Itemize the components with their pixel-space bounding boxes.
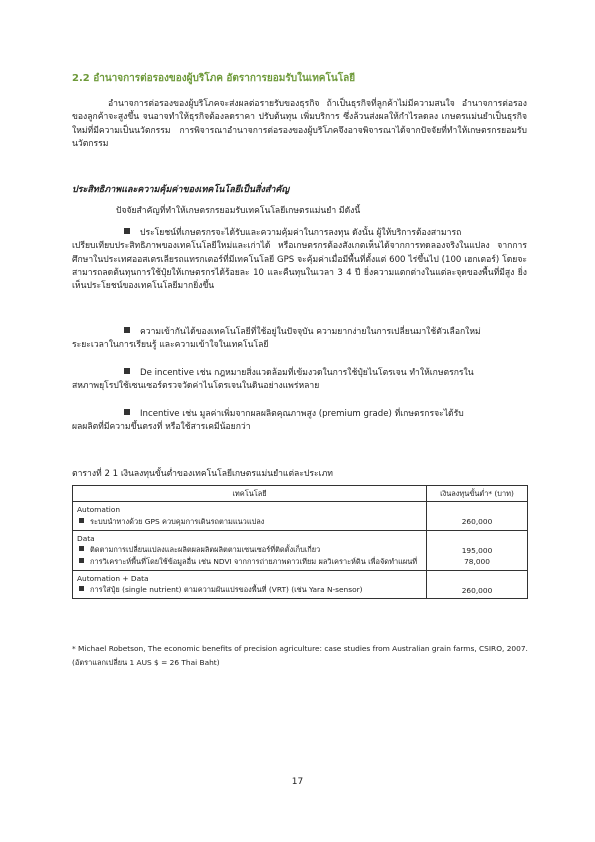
bullet-text-rest: สหภาพยุโรปใช้เซนเซอร์ตรวจวัดค่าไนโตรเจนในดินอย่างแพร่หลาย: [72, 381, 320, 392]
item-text: ติดตามการเปลี่ยนแปลงและผลิตผลผลิตผลิตตามเซนเซอร์ที่ติดตั้งเก็บเกี่ยว: [90, 545, 321, 555]
item-text: การใส่ปุ๋ย (single nutrient) ตามความผันแปรของพื้นที่ (VRT) (เช่น Yara N-sensor): [90, 585, 363, 595]
table-item: [77, 544, 422, 555]
table-caption: ตารางที่ 2 1 เงินลงทุนขั้นต่ำของเทคโนโลยีเกษตรแม่นยำแต่ละประเภท: [72, 469, 333, 479]
header-technology: เทคโนโลยี: [73, 486, 427, 502]
bullet-square-icon: [79, 546, 84, 551]
table-item: [77, 584, 422, 595]
footnote: * Michael Robetson, The economic benefits of precision agriculture: case studies from Australian grain farms, CSIRO, 2007. (อัตราแลกเปลี่ยน 1 AUS $ = 26 Thai Baht): [72, 644, 528, 668]
item-value: 195,000: [461, 545, 493, 555]
item-text: ระบบนำทางด้วย GPS ควบคุมการเดินรถตามแนวแปลง: [90, 516, 265, 526]
bullet-text-first: ประโยชน์ที่เกษตรกรจะได้รับและความคุ้มค่าในการลงทุน ดังนั้น ผู้ให้บริการต้องสามารถ: [140, 228, 462, 238]
item-text: การวิเคราะห์พื้นที่โดยใช้ข้อมูลอื่น เช่น NDVI จากการถ่ายภาพดาวเทียม ผลวิเคราะห์ดิน เพื่อจัดทำแผนที่: [90, 556, 418, 566]
bullet-text-rest: ผลผลิตที่มีความขึ้นตรงที่ หรือใช้สารเคมีน้อยกว่า: [72, 422, 251, 433]
bullet-item-4: [72, 408, 527, 435]
bullet-square-icon: [79, 586, 84, 591]
item-value: 260,000: [461, 517, 493, 527]
investment-table: [72, 485, 528, 599]
bullet-square-icon: [124, 327, 130, 333]
bullet-square-icon: [79, 518, 84, 523]
bullet-text-rest: ระยะเวลาในการเรียนรู้ และความเข้าใจในเทคโนโลยี: [72, 340, 269, 351]
section-title: 2.2 อำนาจการต่อรองของผู้บริโภค อัตราการยอมรับในเทคโนโลยี: [72, 73, 356, 84]
bullet-item-2: [72, 326, 527, 353]
bullet-text-first: Incentive เช่น มูลค่าเพิ่มจากผลผลิตคุณภาพสูง (premium grade) ที่เกษตรกรจะได้รับ: [140, 409, 464, 419]
bullet-text-first: De incentive เช่น กฎหมายสิ่งแวดล้อมที่เข้มงวดในการใช้ปุ๋ยไนโตรเจน ทำให้เกษตรกรใน: [140, 368, 474, 378]
item-value: 78,000: [464, 557, 490, 567]
header-min-investment: เงินลงทุนขั้นต่ำ* (บาท): [427, 486, 528, 502]
bullet-text-first: ความเข้ากันได้ของเทคโนโลยีที่ใช้อยู่ในปัจจุบัน ความยากง่ายในการเปลี่ยนมาใช้ตัวเลือกใหม่: [140, 327, 481, 337]
table-item: [77, 556, 422, 567]
bullet-text-rest: เปรียบเทียบประสิทธิภาพของเทคโนโลยีใหม่และเก่าได้ หรือเกษตรกรต้องสังเกตเห็นได้จากการทดลองจริงในแปลง จากการศึกษาในประเทศออสเตรเลียรถแทรกเตอร์ที่มีเทคโนโลยี GPS จะคุ้มค่าเมื่อมีพื้นที่ตั้งแต่ 600 ไร่ขึ้นไป (100 เฮกเตอร์) โดยจะสามารถลดต้นทุนการใช้ปุ๋ยให้เกษตรกรได้ร้อยละ 10 และคืนทุนในเวลา 3 4 ปี ยิ่งความแตกต่างในแต่ละจุดของพื้นที่มีสูง ยิ่งเห็นประโยชน์ของเทคโนโลยีมากยิ่งขึ้น: [72, 241, 527, 292]
bullet-item-3: [72, 367, 527, 394]
bullet-square-icon: [124, 228, 130, 234]
bullet-square-icon: [79, 558, 84, 563]
item-value: 260,000: [461, 585, 493, 595]
category-label: Automation + Data: [77, 573, 149, 583]
intro-line: ปัจจัยสำคัญที่ทำให้เกษตรกรยอมรับเทคโนโลยีเกษตรแม่นยำ มีดังนี้: [116, 206, 361, 216]
bullet-square-icon: [124, 368, 130, 374]
subheading: ประสิทธิภาพและความคุ้มค่าของเทคโนโลยีเป็นสิ่งสำคัญ: [72, 185, 290, 195]
table-row: [73, 570, 528, 598]
table-row: [73, 530, 528, 570]
table-item: [77, 516, 422, 527]
bullet-item-1: [72, 227, 527, 294]
page-number: 17: [291, 777, 304, 787]
table-header-row: [73, 486, 528, 502]
category-label: Automation: [77, 505, 121, 515]
bullet-square-icon: [124, 409, 130, 415]
category-label: Data: [77, 533, 95, 543]
table-row: [73, 502, 528, 530]
body-paragraph-1: อำนาจการต่อรองของผู้บริโภคจะส่งผลต่อรายรับของธุรกิจ ถ้าเป็นธุรกิจที่ลูกค้าไม่มีความสนใจ อำนาจการต่อรองของลูกค้าจะสูงขึ้น จนอาจทำให้ธุรกิจต้องลดราคา ปรับต้นทุน เพิ่มบริการ ซึ่งล้วนส่งผลให้กำไรลดลง เกษตรแม่นยำเป็นธุรกิจใหม่ที่มีความเป็นนวัตกรรม การพิจารณาอำนาจการต่อรองของผู้บริโภคจึงอาจพิจารณาได้จากปัจจัยที่ทำให้เกษตรกรยอมรับนวัตกรรม: [72, 99, 527, 149]
